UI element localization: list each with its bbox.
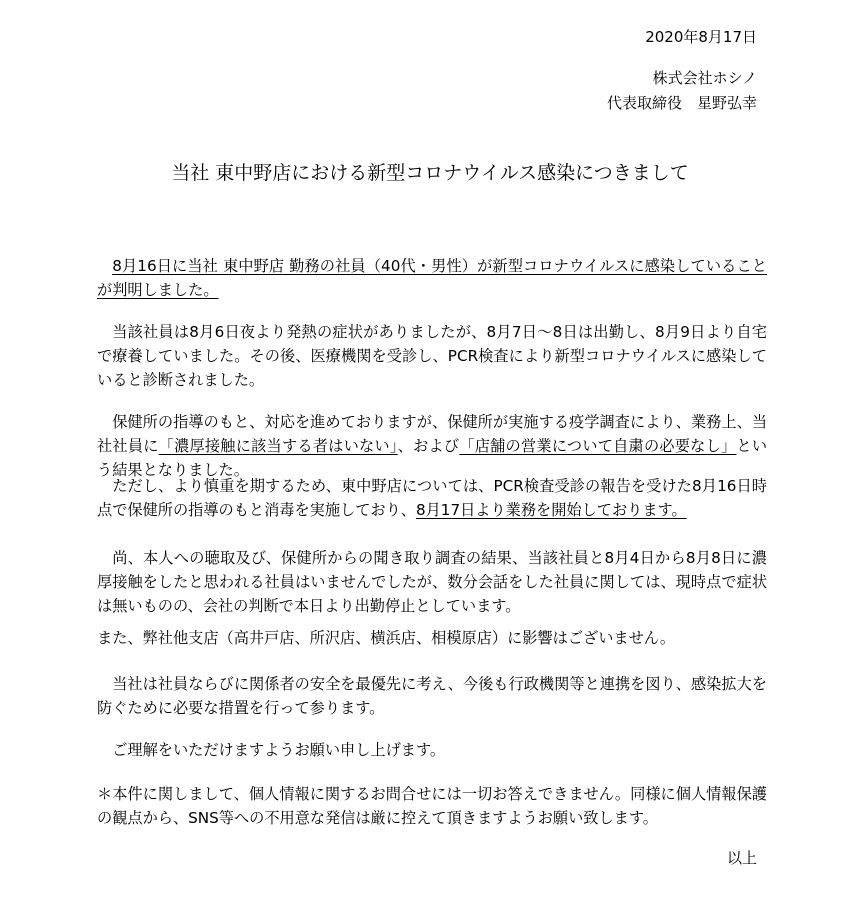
disinfection-text: ただし、より慎重を期するため、東中野店については、PCR検査受診の報告を受けた8月16日時点で保健所の指導のもと消毒を実施しており、 bbox=[97, 477, 767, 519]
findings-text-a: 保健所の指導のもと、対応を進めておりますが、保健所が実施する疫学調査により、業務上、当社社員に bbox=[97, 413, 767, 455]
document-date: 2020年8月17日 bbox=[645, 28, 757, 46]
company-name: 株式会社ホシノ bbox=[652, 69, 757, 87]
paragraph-safety-measures: 当社は社員ならびに関係者の安全を最優先に考え、今後も行政機関等と連携を図り、感染拡大を防ぐために必要な措置を行って参ります。 bbox=[97, 675, 767, 717]
infection-notice-text: 8月16日に当社 東中野店 勤務の社員（40代・男性）が新型コロナウイルスに感染していることが判明しました。 bbox=[97, 257, 767, 299]
closing-mark: 以上 bbox=[726, 849, 757, 867]
paragraph-health-center-findings bbox=[97, 410, 767, 482]
paragraph-interview-results: 尚、本人への聴取及び、保健所からの聞き取り調査の結果、当該社員と8月4日から8月8日に濃厚接触をしたと思われる社員はいませんでしたが、数分会話をした社員に関しては、現時点で症状は無いものの、会社の判断で本日より出勤停止としています。 bbox=[97, 549, 767, 615]
no-suspension-needed-text: 「店舗の営業について自粛の必要なし」 bbox=[459, 437, 737, 455]
no-close-contact-text: 「濃厚接触に該当する者はいない」 bbox=[158, 437, 398, 455]
paragraph-employee-details: 当該社員は8月6日夜より発熱の症状がありましたが、8月7日～8日は出勤し、8月9日より自宅で療養していました。その後、医療機関を受診し、PCR検査により新型コロナウイルスに感染していると診断されました。 bbox=[97, 323, 767, 389]
paragraph-disinfection bbox=[97, 474, 767, 522]
paragraph-privacy-note: ＊本件に関しまして、個人情報に関するお問合せには一切お答えできません。同様に個人情報保護の観点から、SNS等への不用意な発信は厳に控えて頂きますようお願い致します。 bbox=[97, 785, 767, 827]
findings-text-e: という結果となりました。 bbox=[97, 437, 768, 479]
paragraph-infection-notice bbox=[97, 254, 767, 302]
business-resumed-text: 8月17日より業務を開始しております。 bbox=[415, 501, 687, 519]
findings-text-c: 、および bbox=[397, 437, 460, 455]
representative-name: 代表取締役 星野弘幸 bbox=[606, 94, 757, 112]
paragraph-request: ご理解をいただけますようお願い申し上げます。 bbox=[112, 741, 446, 759]
document-title: 当社 東中野店における新型コロナウイルス感染につきまして bbox=[171, 162, 689, 184]
paragraph-other-branches: また、弊社他支店（高井戸店、所沢店、横浜店、相模原店）に影響はございません。 bbox=[97, 629, 676, 647]
